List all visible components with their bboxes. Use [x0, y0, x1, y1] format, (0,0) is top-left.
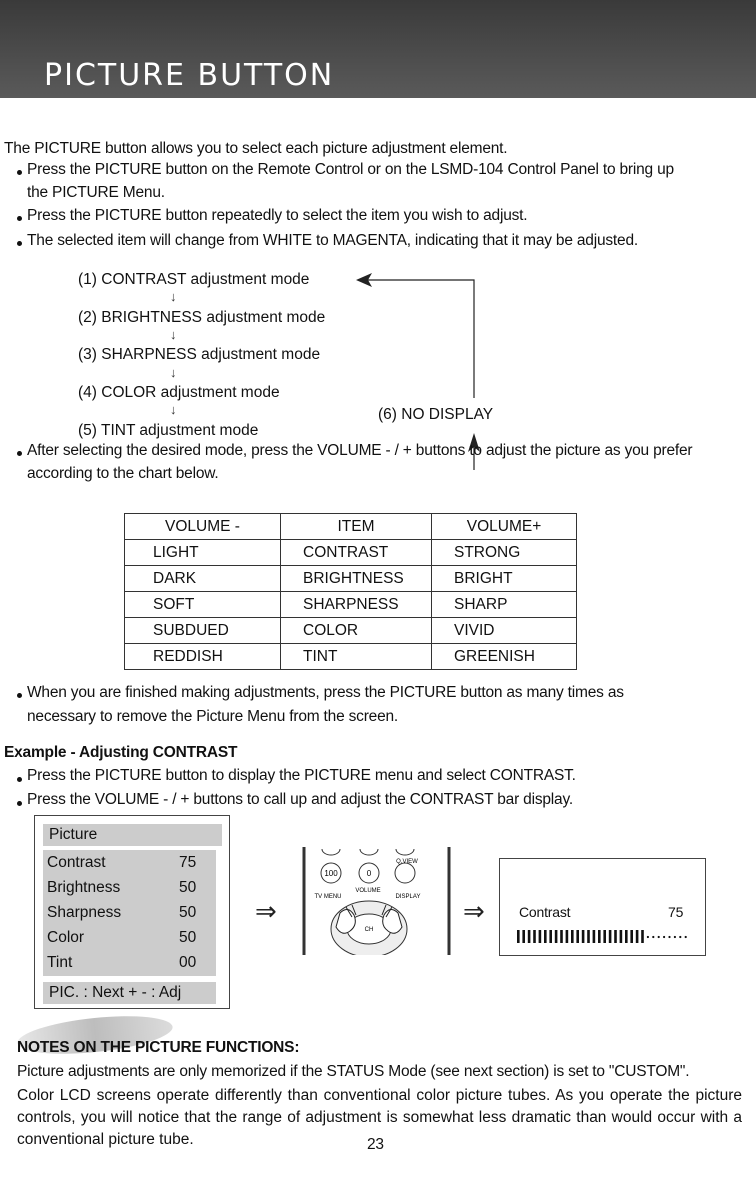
mode-item: (2) BRIGHTNESS adjustment mode: [78, 309, 326, 326]
bullet-text: The selected item will change from WHITE to MAGENTA, indicating that it may be adjusted.: [27, 232, 638, 249]
table-cell: SHARP: [432, 592, 577, 618]
notes-heading: NOTES ON THE PICTURE FUNCTIONS:: [17, 1039, 300, 1056]
level-tick-filled: [571, 930, 574, 943]
level-tick-filled: [576, 930, 579, 943]
chart-header: VOLUME -: [125, 514, 281, 540]
table-row: [125, 644, 577, 670]
osd-value: 75: [668, 904, 684, 920]
bullet-text: Press the PICTURE button to display the PICTURE menu and select CONTRAST.: [27, 767, 576, 784]
level-tick-empty: [668, 936, 670, 938]
down-arrow-icon: ↓: [170, 289, 177, 304]
menu-item-label: Color: [47, 929, 85, 946]
level-tick-filled: [517, 930, 520, 943]
table-row: [125, 540, 577, 566]
down-arrow-icon: ↓: [170, 365, 177, 380]
bullet-text: After selecting the desired mode, press the VOLUME - / + buttons to adjust the picture as you prefer: [27, 442, 693, 459]
level-tick-empty: [652, 936, 654, 938]
level-tick-empty: [679, 936, 681, 938]
remote-button-label: 0: [366, 869, 372, 878]
level-tick-filled: [630, 930, 633, 943]
chart-header: VOLUME+: [432, 514, 577, 540]
table-row: [125, 566, 577, 592]
level-tick-filled: [636, 930, 639, 943]
level-tick-empty: [663, 936, 665, 938]
level-tick-filled: [620, 930, 623, 943]
picture-menu-body: [43, 850, 216, 976]
bullet-text: Press the VOLUME - / + buttons to call up and adjust the CONTRAST bar display.: [27, 791, 573, 808]
bullet-text-cont: the PICTURE Menu.: [27, 184, 165, 201]
picture-menu-footer: PIC. : Next + - : Adj: [43, 982, 216, 1004]
loop-back-arrow-icon: [0, 0, 756, 500]
remote-drawing: [300, 847, 453, 955]
level-tick-filled: [582, 930, 585, 943]
remote-button-label: TV MENU: [314, 894, 342, 900]
page-title: PICTURE BUTTON: [44, 58, 335, 93]
implies-arrow-icon: ⇒: [463, 896, 485, 926]
table-cell: SOFT: [125, 592, 281, 618]
level-tick-empty: [674, 936, 676, 938]
level-tick-filled: [603, 930, 606, 943]
adjustment-chart: [124, 513, 577, 670]
mode-item: (5) TINT adjustment mode: [78, 422, 259, 439]
remote-button-label: CH: [364, 927, 374, 933]
level-tick-filled: [544, 930, 547, 943]
mode-item: (1) CONTRAST adjustment mode: [78, 271, 310, 288]
level-tick-filled: [555, 930, 558, 943]
level-tick-filled: [560, 930, 563, 943]
table-cell: BRIGHTNESS: [281, 566, 432, 592]
table-cell: BRIGHT: [432, 566, 577, 592]
menu-item-label: Brightness: [47, 879, 121, 896]
level-tick-filled: [528, 930, 531, 943]
table-cell: STRONG: [432, 540, 577, 566]
table-cell: SUBDUED: [125, 618, 281, 644]
level-tick-filled: [587, 930, 590, 943]
table-cell: GREENISH: [432, 644, 577, 670]
table-row: [125, 618, 577, 644]
table-cell: REDDISH: [125, 644, 281, 670]
menu-item-value: 75: [179, 854, 197, 871]
menu-item-label: Tint: [47, 954, 73, 971]
level-tick-empty: [647, 936, 649, 938]
picture-menu-title: Picture: [43, 824, 222, 846]
osd-label: Contrast: [519, 904, 571, 920]
level-tick-filled: [549, 930, 552, 943]
level-tick-filled: [593, 930, 596, 943]
mode-item: (3) SHARPNESS adjustment mode: [78, 346, 321, 363]
table-cell: COLOR: [281, 618, 432, 644]
contrast-osd-illustration: [499, 858, 706, 956]
down-arrow-icon: ↓: [170, 327, 177, 342]
bullet-text-cont: necessary to remove the Picture Menu from the screen.: [27, 708, 399, 725]
level-tick-empty: [685, 936, 687, 938]
menu-item-label: Contrast: [47, 854, 106, 871]
table-cell: DARK: [125, 566, 281, 592]
level-tick-filled: [609, 930, 612, 943]
implies-arrow-icon: ⇒: [255, 896, 277, 926]
menu-item-label: Sharpness: [47, 904, 122, 921]
level-tick-empty: [658, 936, 660, 938]
bullet-text: When you are finished making adjustments, press the PICTURE button as many times as: [27, 684, 624, 701]
level-tick-filled: [598, 930, 601, 943]
page-number: 23: [367, 1136, 384, 1153]
bullet-text-cont: according to the chart below.: [27, 465, 219, 482]
no-display-item: (6) NO DISPLAY: [378, 406, 494, 423]
level-tick-filled: [641, 930, 644, 943]
menu-item-value: 50: [179, 879, 197, 896]
table-cell: TINT: [281, 644, 432, 670]
remote-button-label: 100: [324, 869, 338, 878]
table-cell: SHARPNESS: [281, 592, 432, 618]
chart-header-row: [125, 514, 577, 540]
table-cell: VIVID: [432, 618, 577, 644]
remote-button-label: VOLUME: [355, 888, 381, 894]
contrast-level-bar: [517, 929, 693, 945]
bullet-dot: [17, 451, 22, 456]
intro-text: The PICTURE button allows you to select each picture adjustment element.: [4, 140, 508, 157]
chart-header: ITEM: [281, 514, 432, 540]
notes-line: Picture adjustments are only memorized if the STATUS Mode (see next section) is set to "CUSTOM".: [17, 1063, 690, 1080]
bullet-dot: [17, 693, 22, 698]
notes-paragraph: Color LCD screens operate differently than conventional color picture tubes. As you operate the picture controls, you will notice that the range of adjustment is somewhat less dramatic than would occur with a conventional picture tube.: [17, 1087, 742, 1148]
remote-button-label: Q.VIEW: [396, 859, 418, 865]
level-tick-filled: [614, 930, 617, 943]
level-tick-filled: [533, 930, 536, 943]
menu-item-value: 00: [179, 954, 197, 971]
table-cell: CONTRAST: [281, 540, 432, 566]
remote-control-illustration: [300, 847, 453, 955]
bullet-text: Press the PICTURE button on the Remote Control or on the LSMD-104 Control Panel to bring up: [27, 161, 674, 178]
level-tick-filled: [522, 930, 525, 943]
mode-item: (4) COLOR adjustment mode: [78, 384, 280, 401]
table-cell: LIGHT: [125, 540, 281, 566]
bullet-dot: [17, 801, 22, 806]
table-row: [125, 592, 577, 618]
menu-item-value: 50: [179, 904, 197, 921]
bullet-dot: [17, 777, 22, 782]
bullet-text: Press the PICTURE button repeatedly to select the item you wish to adjust.: [27, 207, 528, 224]
picture-menu-illustration: [34, 815, 230, 1009]
down-arrow-icon: ↓: [170, 402, 177, 417]
example-heading: Example - Adjusting CONTRAST: [4, 744, 238, 761]
level-tick-filled: [539, 930, 542, 943]
menu-item-value: 50: [179, 929, 197, 946]
level-tick-filled: [566, 930, 569, 943]
remote-button-label: DISPLAY: [395, 894, 421, 900]
level-tick-filled: [625, 930, 628, 943]
